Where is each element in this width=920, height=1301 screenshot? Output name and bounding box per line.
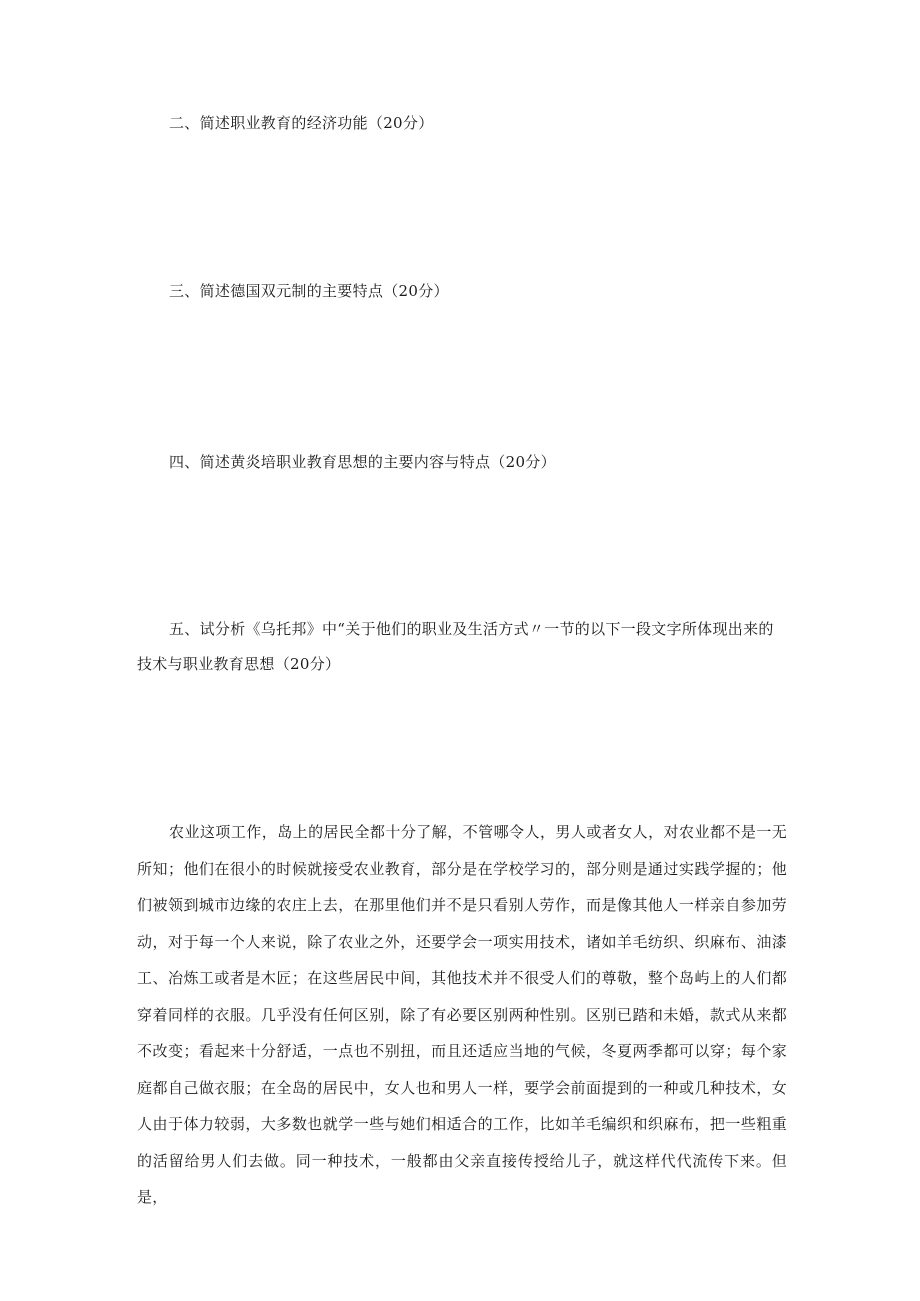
question-3: 三、简述德国双元制的主要特点（20分） bbox=[169, 282, 449, 300]
question-2: 二、简述职业教育的经济功能（20分） bbox=[169, 114, 434, 132]
question-5: 五、试分析《乌托邦》中“关于他们的职业及生活方式〃一节的以下一段文字所体现出来的技术与职业教育思想（20分） bbox=[137, 620, 774, 673]
question-4: 四、简述黄炎培职业教育思想的主要内容与特点（20分） bbox=[169, 453, 556, 471]
utopia-passage: 农业这项工作，岛上的居民全都十分了解，不管哪令人，男人或者女人，对农业都不是一无所知；他们在很小的时候就接受农业教育，部分是在学校学习的，部分则是通过实践学握的；他们被领到城市边缘的农庄上去，在那里他们并不是只看别人劳作，而是像其他人一样亲自参加劳动，对于每一个人来说，除了农业之外，还要学会一项实用技术，诸如羊毛纺织、织麻布、油漆工、冶炼工或者是木匠；在这些居民中间，其他技术并不很受人们的尊敬，整个岛屿上的人们都穿着同样的衣服。几乎没有任何区别，除了有必要区别两种性别。区别已踏和未婚，款式从来都不改变；看起来十分舒适，一点也不别扭，而且还适应当地的气候，冬夏两季都可以穿；每个家庭都自己做衣服；在全岛的居民中，女人也和男人一样，要学会前面提到的一种或几种技术，女人由于体力较弱，大多数也就学一些与她们相适合的工作，比如羊毛编织和织麻布，把一些粗重的活留给男人们去做。同一种技术，一般都由父亲直接传授给儿子，就这样代代流传下来。但是， bbox=[137, 823, 787, 1206]
